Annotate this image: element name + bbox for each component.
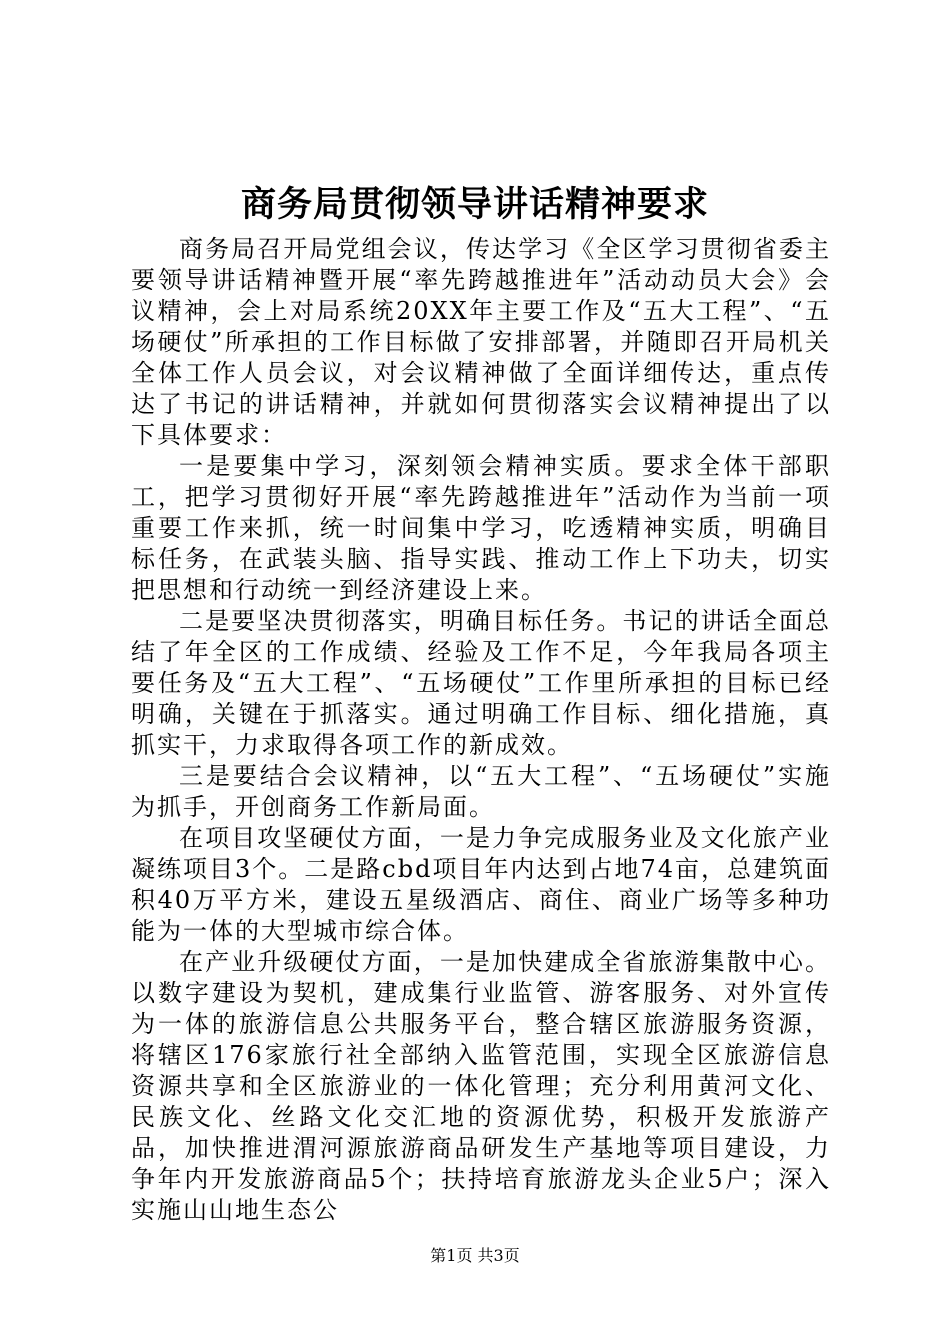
paragraph-point-two: 二是要坚决贯彻落实，明确目标任务。书记的讲话全面总结了年全区的工作成绩、经验及工作不足，今年我局各项主要任务及“五大工程”、“五场硬仗”工作里所承担的目标已经明确，关键在于抓落实。通过明确工作目标、细化措施，真抓实干，力求取得各项工作的新成效。 <box>131 607 831 759</box>
paragraph-point-three: 三是要结合会议精神，以“五大工程”、“五场硬仗”实施为抓手，开创商务工作新局面。 <box>131 762 831 821</box>
document-body <box>131 234 831 1226</box>
paragraph-intro: 商务局召开局党组会议，传达学习《全区学习贯彻省委主要领导讲话精神暨开展“率先跨越推进年”活动动员大会》会议精神，会上对局系统20XX年主要工作及“五大工程”、“五场硬仗”所承担的工作目标做了安排部署，并随即召开局机关全体工作人员会议，对会议精神做了全面详细传达，重点传达了书记的讲话精神，并就如何贯彻落实会议精神提出了以下具体要求： <box>131 235 831 449</box>
paragraph-industry-upgrade: 在产业升级硬仗方面，一是加快建成全省旅游集散中心。以数字建设为契机，建成集行业监管、游客服务、对外宣传为一体的旅游信息公共服务平台，整合辖区旅游服务资源，将辖区176家旅行社全部纳入监管范围，实现全区旅游信息资源共享和全区旅游业的一体化管理；充分利用黄河文化、民族文化、丝路文化交汇地的资源优势，积极开发旅游产品，加快推进渭河源旅游商品研发生产基地等项目建设，力争年内开发旅游商品5个；扶持培育旅游龙头企业5户；深入实施山山地生态公 <box>131 948 831 1224</box>
paragraph-project-battle: 在项目攻坚硬仗方面，一是力争完成服务业及文化旅产业凝练项目3个。二是路cbd项目年内达到占地74亩，总建筑面积40万平方米，建设五星级酒店、商住、商业广场等多种功能为一体的大型城市综合体。 <box>131 824 831 945</box>
document-title: 商务局贯彻领导讲话精神要求 <box>240 184 709 225</box>
page-number-footer: 第1页 共3页 <box>430 1246 520 1265</box>
paragraph-point-one: 一是要集中学习，深刻领会精神实质。要求全体干部职工，把学习贯彻好开展“率先跨越推进年”活动作为当前一项重要工作来抓，统一时间集中学习，吃透精神实质，明确目标任务，在武装头脑、指导实践、推动工作上下功夫，切实把思想和行动统一到经济建设上来。 <box>131 452 831 604</box>
